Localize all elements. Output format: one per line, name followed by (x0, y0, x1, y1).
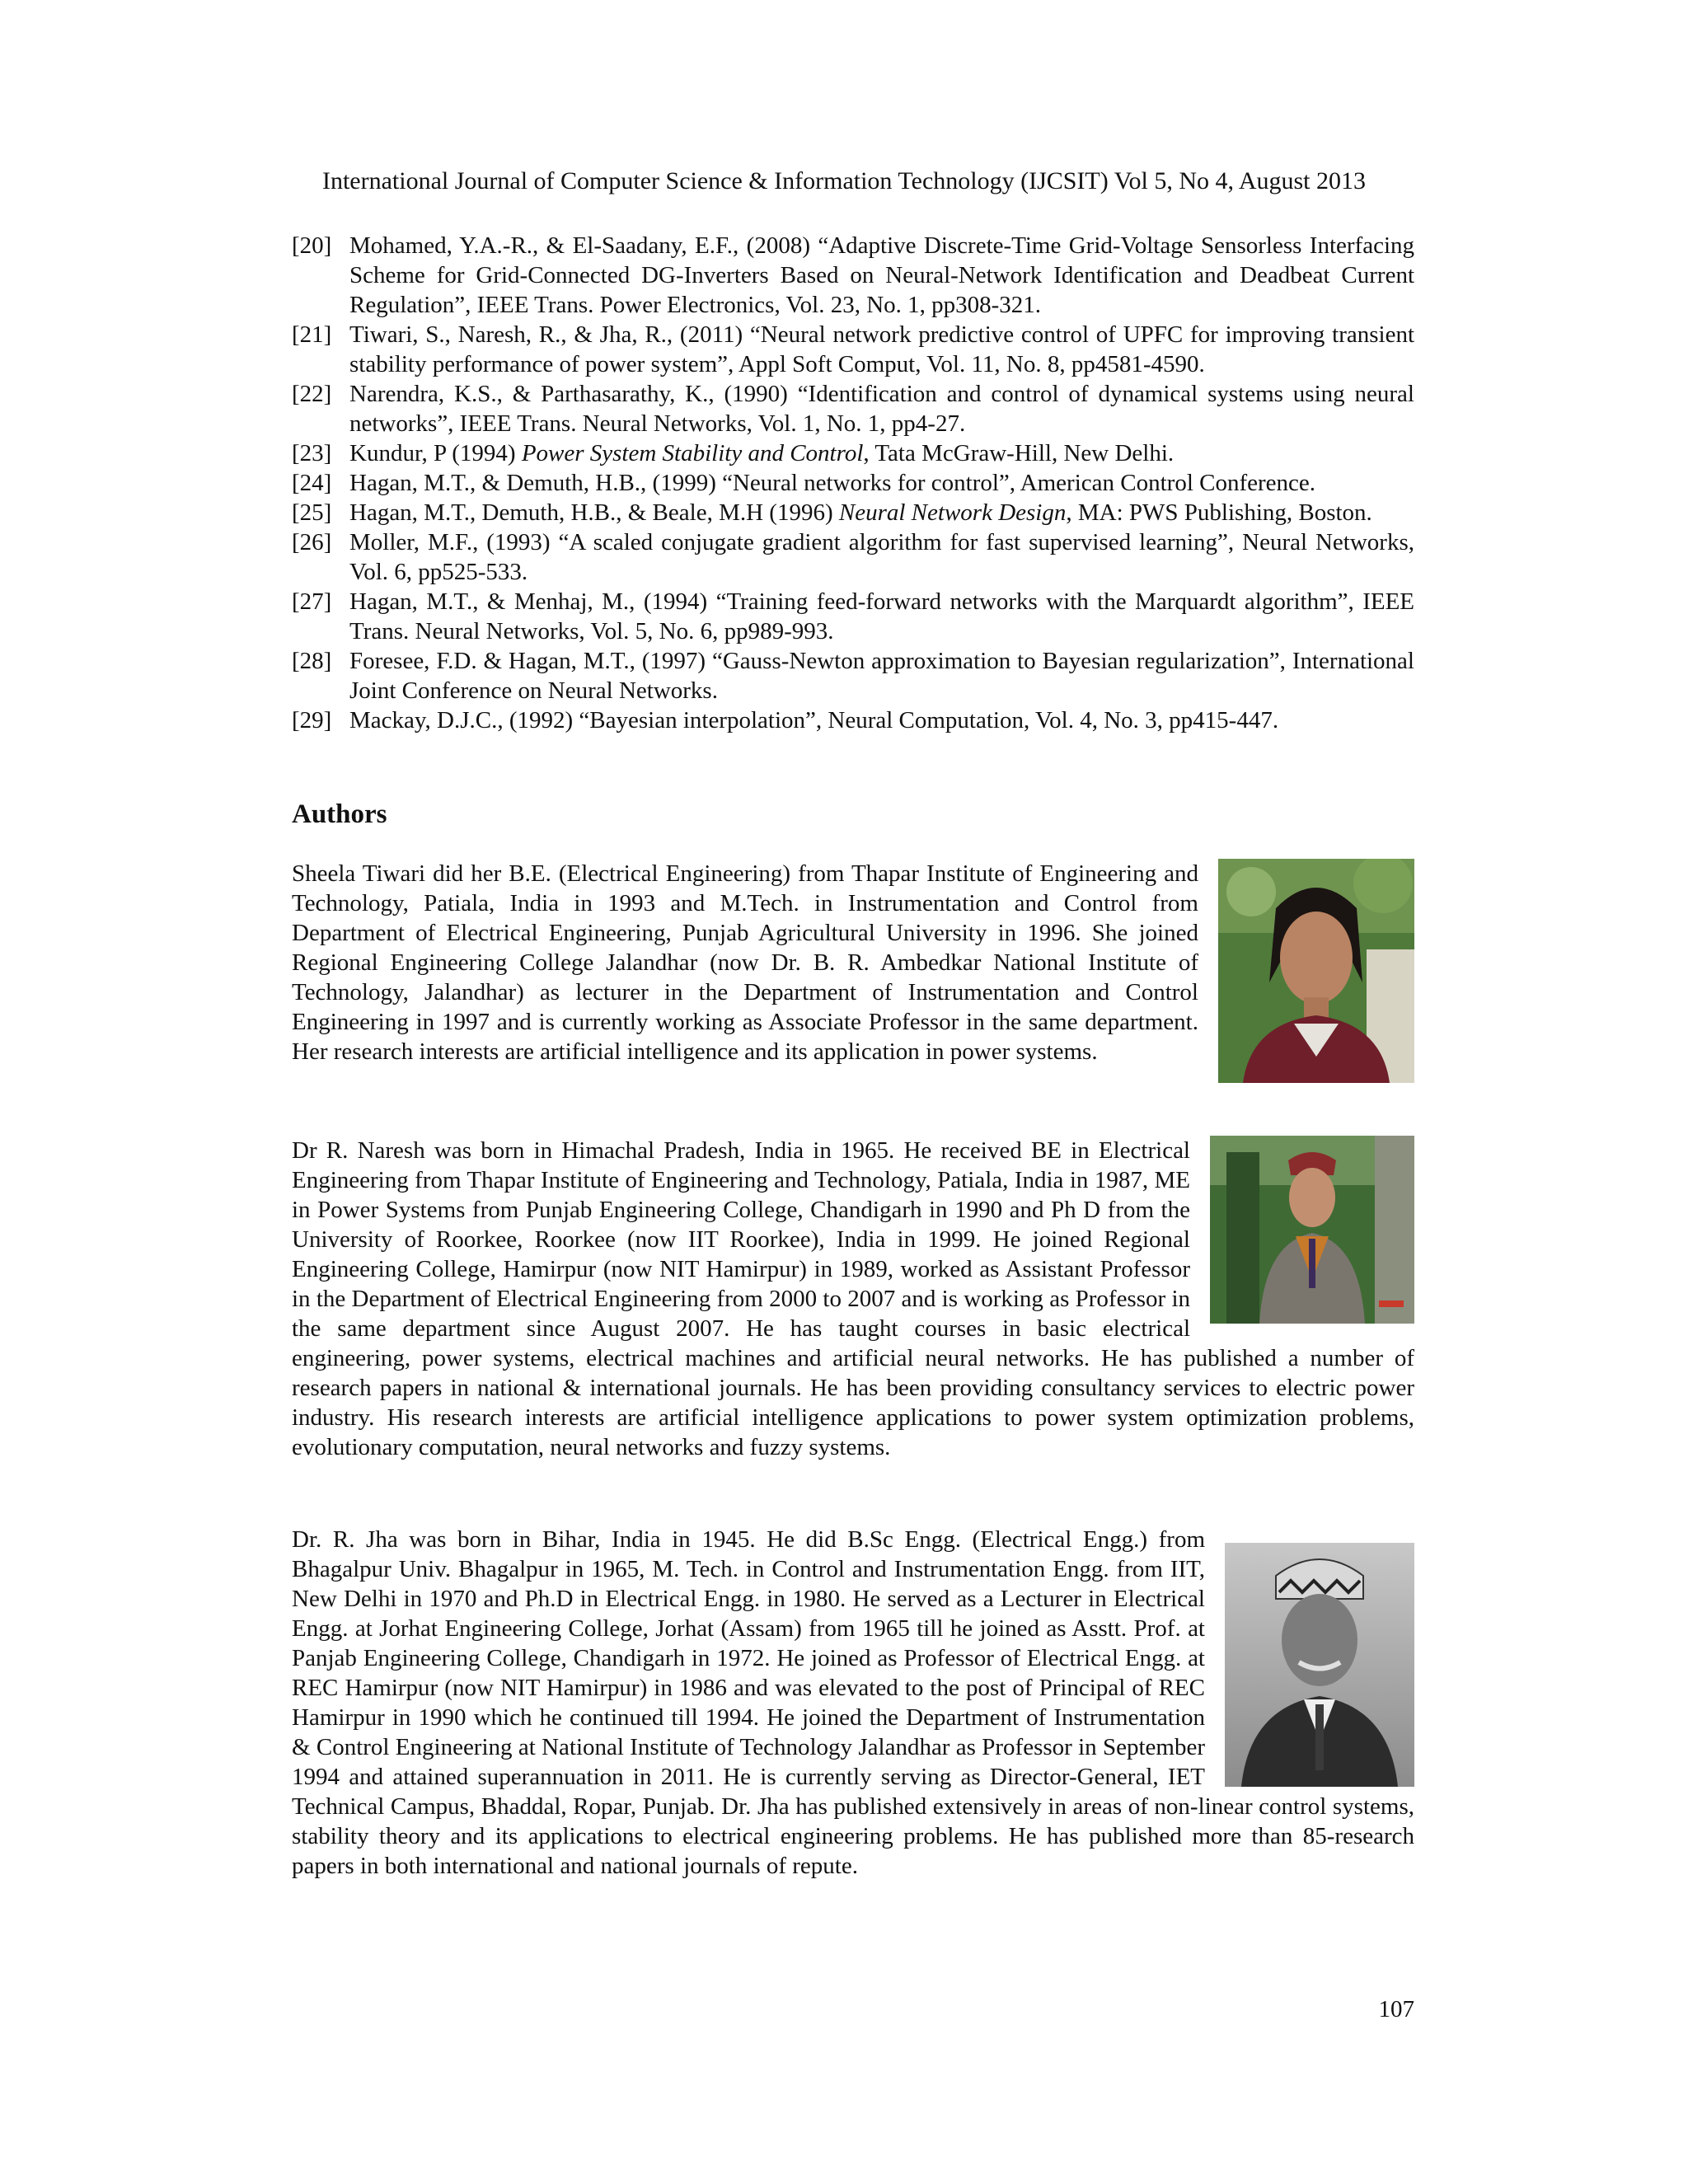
reference-item (292, 527, 1414, 587)
reference-item (292, 646, 1414, 705)
author-bio-text: Dr. R. Jha was born in Bihar, India in 1945. He did B.Sc Engg. (Electrical Engg.) from Bhagalpur Univ. Bhagalpur in 1965, M. Tech. in Control and Instrumentation Engg. from IIT, New Delhi in 1970 and Ph.D in Electrical Engg. in 1980. He served as a Lecturer in Electrical Engg. at Jorhat Engineering College, Jorhat (Assam) from 1965 till he joined as Asstt. Prof. at Panjab Engineering College, Chandigarh in 1972. He joined as Professor of Electrical Engg. at REC Hamirpur (now NIT Hamirpur) in 1986 and was elevated to the post of Principal of REC Hamirpur in 1990 which he continued till 1994. He joined the Department of Instrumentation & Control Engineering at National Institute of Technology Jalandhar as Professor in September 1994 and attained superannuation in 2011. He is currently serving as Director-General, IET Technical Campus, Bhaddal, Ropar, Punjab. Dr. Jha has published extensively in areas of non-linear control systems, stability theory and its applications to electrical engineering problems. He has published more than 85-research papers in both international and national journals of repute. (292, 1526, 1414, 1879)
reference-item (292, 379, 1414, 438)
reference-text: Tiwari, S., Naresh, R., & Jha, R., (2011) “Neural network predictive control of UPFC for improving transient stability performance of power system”, Appl Soft Comput, Vol. 11, No. 8, pp4581-4590. (349, 321, 1414, 377)
reference-item (292, 438, 1414, 468)
reference-text: Hagan, M.T., Demuth, H.B., & Beale, M.H (1996) (349, 499, 839, 526)
author-bio-naresh (292, 1136, 1414, 1462)
reference-number: [22] (292, 381, 332, 407)
reference-text: Hagan, M.T., & Menhaj, M., (1994) “Training feed-forward networks with the Marquardt algorithm”, IEEE Trans. Neural Networks, Vol. 5, No. 6, pp989-993. (349, 588, 1414, 644)
reference-number: [24] (292, 470, 332, 496)
reference-title-italic: Neural Network Design (838, 499, 1067, 526)
author-bio-jha (292, 1525, 1414, 1881)
reference-text: Kundur, P (1994) (349, 440, 522, 466)
author-photo-jha (1225, 1543, 1414, 1787)
reference-text: Mackay, D.J.C., (1992) “Bayesian interpolation”, Neural Computation, Vol. 4, No. 3, pp415-447. (349, 707, 1279, 733)
reference-item (292, 498, 1414, 527)
author-photo-tiwari (1218, 859, 1414, 1083)
page-number: 107 (1378, 1996, 1414, 2022)
author-bio-tiwari (292, 859, 1414, 1083)
reference-item (292, 231, 1414, 320)
reference-item (292, 468, 1414, 498)
reference-number: [21] (292, 321, 332, 348)
reference-number: [28] (292, 648, 332, 674)
reference-number: [20] (292, 232, 332, 259)
reference-text: Hagan, M.T., & Demuth, H.B., (1999) “Neural networks for control”, American Control Conference. (349, 470, 1316, 496)
reference-text: , MA: PWS Publishing, Boston. (1066, 499, 1372, 526)
reference-number: [23] (292, 440, 332, 466)
reference-item (292, 587, 1414, 646)
author-bio-text: Dr R. Naresh was born in Himachal Pradesh, India in 1965. He received BE in Electrical Engineering from Thapar Institute of Engineering and Technology, Patiala, India in 1987, ME in Power Systems from Punjab Engineering College, Chandigarh in 1990 and Ph D from the University of Roorkee, Roorkee (now IIT Roorkee), India in 1999. He joined Regional Engineering College, Hamirpur (now NIT Hamirpur) in 1989, worked as Assistant Professor in the Department of Electrical Engineering from 2000 to 2007 and is working as Professor in the same department since August 2007. He has taught courses in basic electrical engineering, power systems, electrical machines and artificial neural networks. He has published a number of research papers in national & international journals. He has been providing consultancy services to electric power industry. His research interests are artificial intelligence applications to power system optimization problems, evolutionary computation, neural networks and fuzzy systems. (292, 1137, 1414, 1460)
reference-text: Moller, M.F., (1993) “A scaled conjugate gradient algorithm for fast supervised learning”, Neural Networks, Vol. 6, pp525-533. (349, 529, 1414, 585)
reference-text: Mohamed, Y.A.-R., & El-Saadany, E.F., (2008) “Adaptive Discrete-Time Grid-Voltage Sensorless Interfacing Scheme for Grid-Connected DG-Inverters Based on Neural-Network Identification and Deadbeat Current Regulation”, IEEE Trans. Power Electronics, Vol. 23, No. 1, pp308-321. (349, 232, 1414, 318)
reference-text: Foresee, F.D. & Hagan, M.T., (1997) “Gauss-Newton approximation to Bayesian regularization”, International Joint Conference on Neural Networks. (349, 648, 1414, 704)
reference-number: [27] (292, 588, 332, 615)
reference-item (292, 705, 1414, 735)
author-photo-naresh (1210, 1136, 1414, 1324)
reference-text: , Tata McGraw-Hill, New Delhi. (863, 440, 1175, 466)
author-bio-text: Sheela Tiwari did her B.E. (Electrical Engineering) from Thapar Institute of Engineering and Technology, Patiala, India in 1993 and M.Tech. in Instrumentation and Control from Department of Electrical Engineering, Punjab Agricultural University in 1996. She joined Regional Engineering College Jalandhar (now Dr. B. R. Ambedkar National Institute of Technology, Jalandhar) as lecturer in the Department of Instrumentation and Control Engineering in 1997 and is currently working as Associate Professor in the same department. Her research interests are artificial intelligence and its application in power systems. (292, 860, 1198, 1065)
reference-number: [29] (292, 707, 332, 733)
running-header: International Journal of Computer Science & Information Technology (IJCSIT) Vol 5, No 4, August 2013 (321, 167, 1367, 194)
authors-heading: Authors (292, 799, 387, 829)
reference-item (292, 320, 1414, 379)
reference-title-italic: Power System Stability and Control (521, 440, 864, 466)
reference-list (292, 231, 1414, 735)
reference-number: [26] (292, 529, 332, 555)
reference-text: Narendra, K.S., & Parthasarathy, K., (1990) “Identification and control of dynamical systems using neural networks”, IEEE Trans. Neural Networks, Vol. 1, No. 1, pp4-27. (349, 381, 1414, 437)
reference-number: [25] (292, 499, 332, 526)
